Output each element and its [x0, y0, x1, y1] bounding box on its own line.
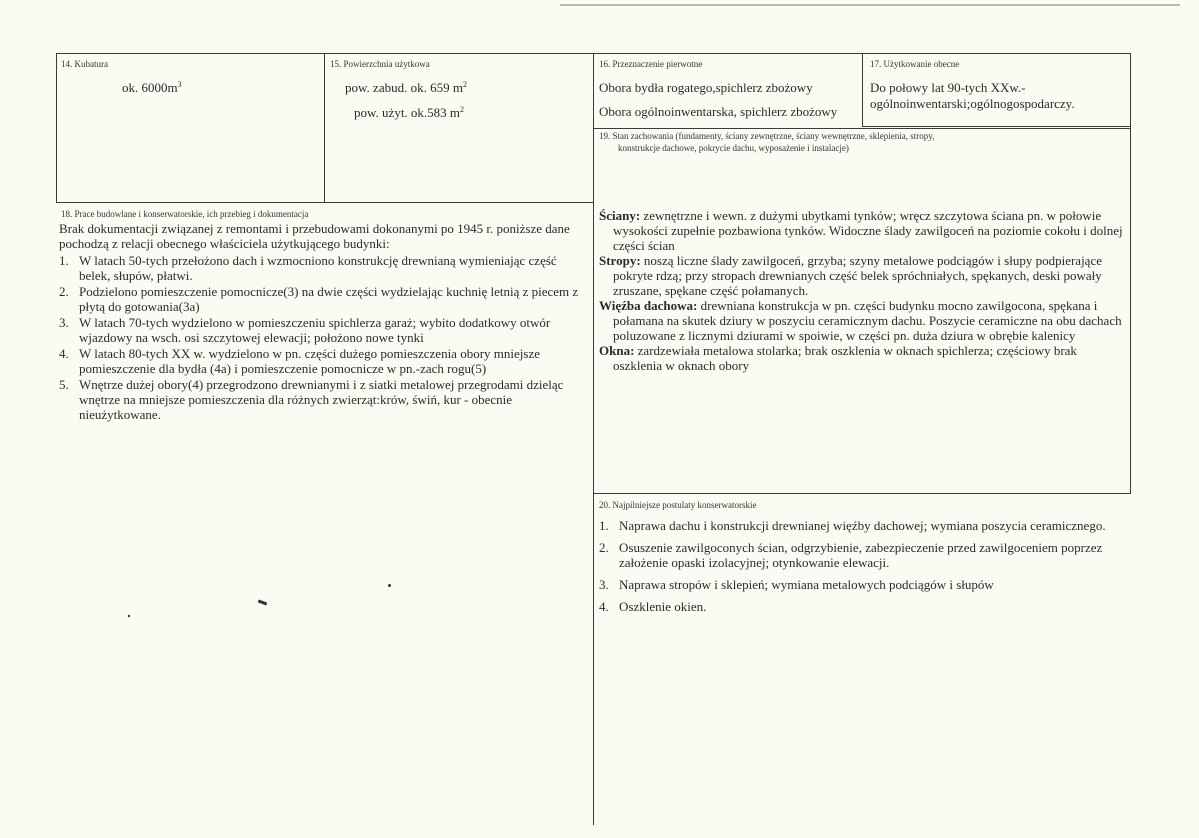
scan-speck	[258, 600, 267, 606]
box16-line1: Obora bydła rogatego,spichlerz zbożowy	[599, 80, 813, 95]
box16-label: 16. Przeznaczenie pierwotne	[599, 59, 703, 69]
condition-item-roof: Więźba dachowa: drewniana konstrukcja w pn. części budynku mocno zawilgocona, spękana i połamana na skutek dziury w poszyciu ceramicznym dachu. Poszycie ceramiczne na obu dachach poluzowane z licznymi dziurami w spoiwie, w części pn. duża dziura w obrębie kalenicy	[599, 298, 1122, 343]
rule-v-left	[56, 53, 57, 203]
list-item: 3. W latach 70-tych wydzielono w pomieszczeniu spichlerza garaż; wybito dodatkowy otwór wjazdowy na wsch. osi szczytowej elewacji; położono nowe tynki	[59, 315, 551, 345]
box15-line2: pow. użyt. ok.583 $m^2$	[354, 105, 465, 120]
condition-item-ceilings: Stropy: noszą liczne ślady zawilgoceń, grzyba; szyny metalowe podciągów i słupy podpierające pokryte rdzą; przy stropach drewnianych część belek spróchniałych, spękanych, deski powały zruszane, spękane część połamanych.	[599, 253, 1102, 298]
condition-item-walls: Ściany: zewnętrzne i wewn. z dużymi ubytkami tynków; wręcz szczytowa ściana pn. w połowie wysokości zupełnie pozbawiona tynków. Widoczne ślady zawilgoceń na poziomie cokołu i dolnej części ścian	[599, 208, 1123, 253]
works-list	[59, 253, 589, 422]
rule-v-center	[593, 53, 594, 825]
box16-line2: Obora ogólnoinwentarska, spichlerz zbożowy	[599, 104, 838, 119]
rule-v-15	[324, 53, 325, 203]
list-item: 3. Naprawa stropów i sklepień; wymiana metalowych podciągów i słupów	[599, 577, 994, 592]
list-item: 4. W latach 80-tych XX w. wydzielono w pn. części dużego pomieszczenia obory mniejsze pomieszczenie dla bydła (4a) i pomieszczenie pomocnicze w pn.-zach rogu(5)	[59, 346, 540, 376]
rule-sec19-top	[593, 128, 1131, 129]
list-item: 1. W latach 50-tych przełożono dach i wzmocniono konstrukcję drewnianą wymieniając część belek, słupów, płatwi.	[59, 253, 557, 283]
scan-speck	[388, 584, 391, 587]
sec20-label: 20. Najpilniejsze postulaty konserwatorskie	[599, 500, 757, 510]
condition-item-windows: Okna: zardzewiała metalowa stolarka; brak oszklenia w oknach spichlerza; częściowy brak oszklenia w oknach obory	[599, 343, 1077, 373]
rule-box17-bottom	[862, 126, 1131, 127]
list-item: 5. Wnętrze dużej obory(4) przegrodzono drewnianymi i z siatki metalowej przegrodami dzieląc wnętrze na mniejsze pomieszczenia dla różnych zwierząt:krów, świń, kur - obecnie nieużytkowane.	[59, 377, 564, 422]
box15-line1: pow. zabud. ok. 659 $m^2$	[345, 80, 467, 95]
condition-list	[599, 208, 1127, 373]
list-item: 2. Osuszenie zawilgoconych ścian, odgrzybienie, zabezpieczenie przed zawilgoceniem poprzez założenie opaski izolacyjnej; otynkowanie elewacji.	[599, 540, 1103, 570]
sec18-label: 18. Prace budowlane i konserwatorskie, ich przebieg i dokumentacja	[61, 209, 309, 219]
list-item: 2. Podzielono pomieszczenie pomocnicze(3) na dwie części wydzielając kuchnię letnią z piecem z płytą do gotowania(3a)	[59, 284, 579, 314]
list-item: 4. Oszklenie okien.	[599, 599, 707, 614]
rule-v-17	[862, 53, 863, 126]
scan-top-edge	[560, 4, 1180, 6]
rule-sec20-top	[593, 493, 1131, 494]
box15-label: 15. Powierzchnia użytkowa	[330, 59, 430, 69]
box17-line2: ogólnoinwentarski;ogólnogospodarczy.	[870, 96, 1075, 111]
sec19-label-line1: 19. Stan zachowania (fundamenty, ściany zewnętrzne, ściany wewnętrzne, sklepienia, stropy,	[599, 131, 935, 141]
sec19-label-line2: konstrukcje dachowe, pokrycie dachu, wyposażenie i instalacje)	[618, 143, 849, 153]
box17-label: 17. Użytkowanie obecne	[870, 59, 960, 69]
scan-speck	[128, 615, 130, 617]
box17-line1: Do połowy lat 90-tych XXw.-	[870, 80, 1026, 95]
list-item: 1. Naprawa dachu i konstrukcji drewnianej więźby dachowej; wymiana poszycia ceramicznego.	[599, 518, 1106, 533]
rule-v-right	[1130, 53, 1131, 494]
box14-value: ok. $6000m^3$	[122, 80, 182, 95]
sec18-intro: Brak dokumentacji związanej z remontami i przebudowami dokonanymi po 1945 r. poniższe dane pochodzą z relacji obecnego właściciela użytkującego budynki:	[59, 221, 570, 251]
box14-label: 14. Kubatura	[61, 59, 108, 69]
postulates-list	[599, 518, 1127, 621]
